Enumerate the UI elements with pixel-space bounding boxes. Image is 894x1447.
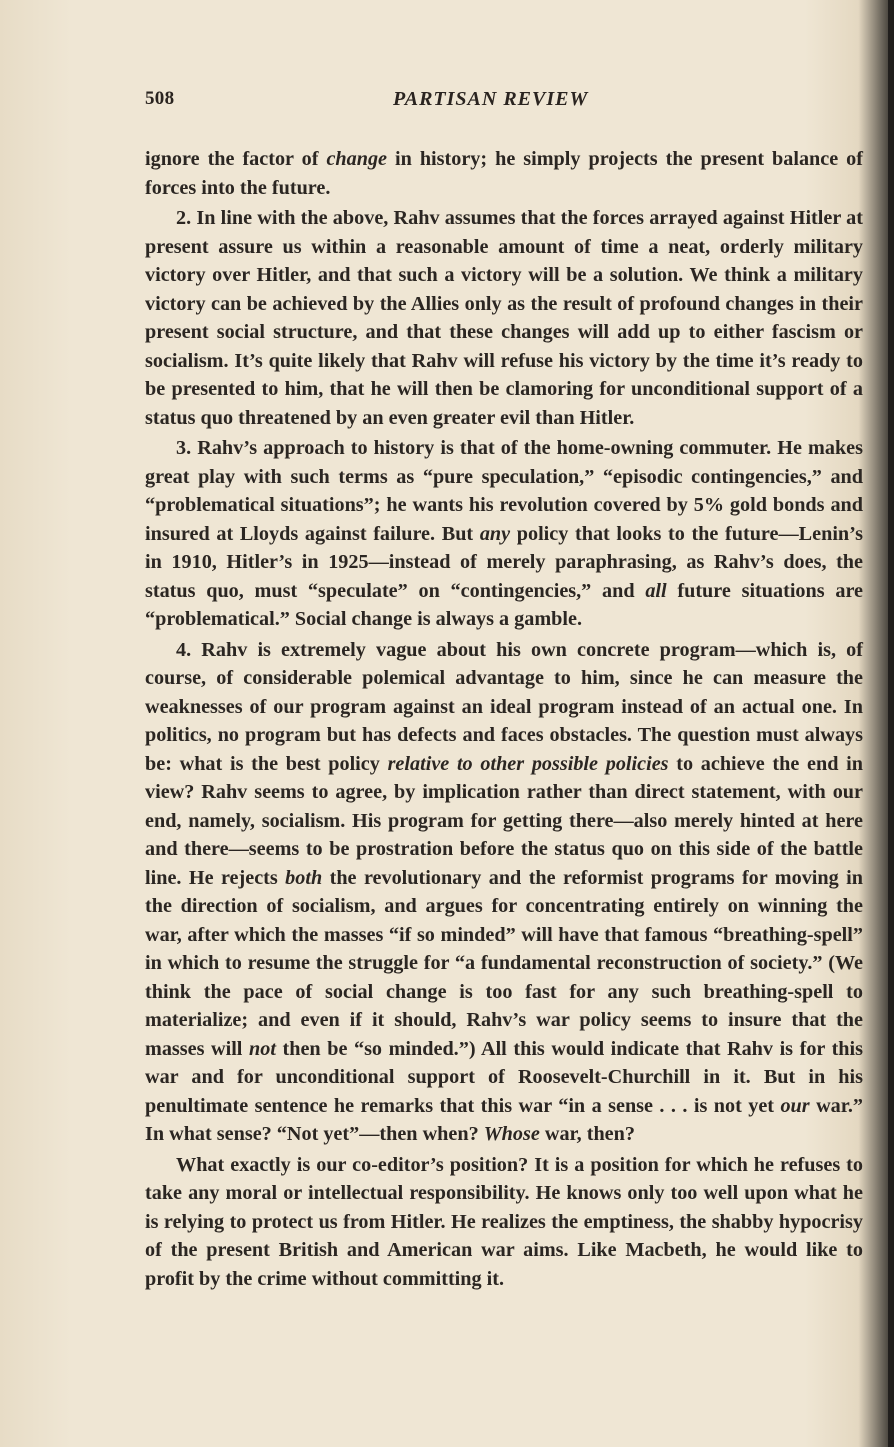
- emphasis-text: both: [285, 866, 323, 889]
- paragraph-3: [145, 434, 863, 634]
- emphasis-text: our: [780, 1094, 810, 1117]
- emphasis-text: Whose: [483, 1123, 540, 1145]
- emphasis-text: not: [249, 1037, 276, 1060]
- emphasis-text: change: [326, 148, 388, 170]
- text-run: 2. In line with the above, Rahv assumes that the forces arrayed against Hitler at present assure us within a reasonable amount of time a neat, orderly military victory over Hitler, and that such a victory will be a solution. We think a military victory can be achieved by the Allies only as the result of profound changes in their present social structure, and that these changes will add up to either fascism or socialism. It’s quite likely that Rahv will refuse his victory by the time it’s ready to be presented to him, that he will then be clamoring for unconditional support of a status quo threatened by an even greater evil than Hitler.: [145, 207, 863, 429]
- text-run: war, then?: [539, 1123, 635, 1145]
- paragraph-4: [145, 636, 863, 1149]
- text-run: war.” In what sense? “Not yet”—then when?: [145, 1094, 863, 1145]
- text-run: policy that looks to the future—Lenin’s in 1910, Hitler’s in 1925—instead of merely paraphrasing, as Rahv’s does, the status quo, must “speculate” on “contingencies,” and: [145, 522, 863, 602]
- page-header: [145, 84, 860, 118]
- emphasis-text: all: [645, 579, 667, 602]
- text-run: future situations are “problematical.” Social change is always a gamble.: [145, 579, 863, 630]
- text-run: in history; he simply projects the present balance of forces into the future.: [145, 148, 864, 199]
- text-run: to achieve the end in view? Rahv seems to agree, by implication rather than direct statement, with our end, namely, socialism. His program for getting there—also merely hinted at here and there—seems to be prostration before the status quo on this side of the battle line. He rejects: [145, 752, 863, 889]
- article-text: [145, 145, 863, 1293]
- emphasis-text: any: [479, 522, 511, 545]
- paragraph-1: [145, 145, 863, 202]
- text-run: What exactly is our co-editor’s position? It is a position for which he refuses to take any moral or intellectual responsibility. He knows only too well upon what he is relying to protect us from Hitler. He realizes the emptiness, the shabby hypocrisy of the present British and American war aims. Like Macbeth, he would like to profit by the crime without committing it.: [145, 1153, 863, 1290]
- text-run: 4. Rahv is extremely vague about his own concrete program—which is, of course, of considerable polemical advantage to him, since he can measure the weaknesses of our program against an ideal program instead of an actual one. In politics, no program but has defects and faces obstacles. The question must always be: what is the best policy: [145, 638, 863, 775]
- text-run: ignore the factor of: [145, 148, 327, 170]
- paragraph-5: [145, 1151, 863, 1294]
- text-run: then be “so minded.”) All this would indicate that Rahv is for this war and for unconditional support of Roosevelt-Churchill in it. But in his penultimate sentence he remarks that this war “in a sense . . . is not yet: [145, 1037, 864, 1117]
- text-run: 3. Rahv’s approach to history is that of the home-owning commuter. He makes great play with such terms as “pure speculation,” “episodic contingencies,” and “problematical situations”; he wants his revolution covered by 5% gold bonds and insured at Lloyds against failure. But: [145, 437, 863, 545]
- emphasis-text: relative to other possible policies: [387, 752, 669, 775]
- journal-title: PARTISAN REVIEW: [393, 88, 589, 110]
- page-edge-shadow: [888, 0, 894, 1447]
- paragraph-2: [145, 204, 863, 432]
- page-number: 508: [145, 88, 175, 109]
- text-run: the revolutionary and the reformist programs for moving in the direction of socialism, and argues for concentrating entirely on winning the war, after which the masses “if so minded” will have that famous “breathing-spell” in which to resume the struggle for “a fundamental reconstruction of society.” (We think the pace of social change is too fast for any such breathing-spell to materialize; and even if it should, Rahv’s war policy seems to insure that the masses will: [145, 866, 863, 1060]
